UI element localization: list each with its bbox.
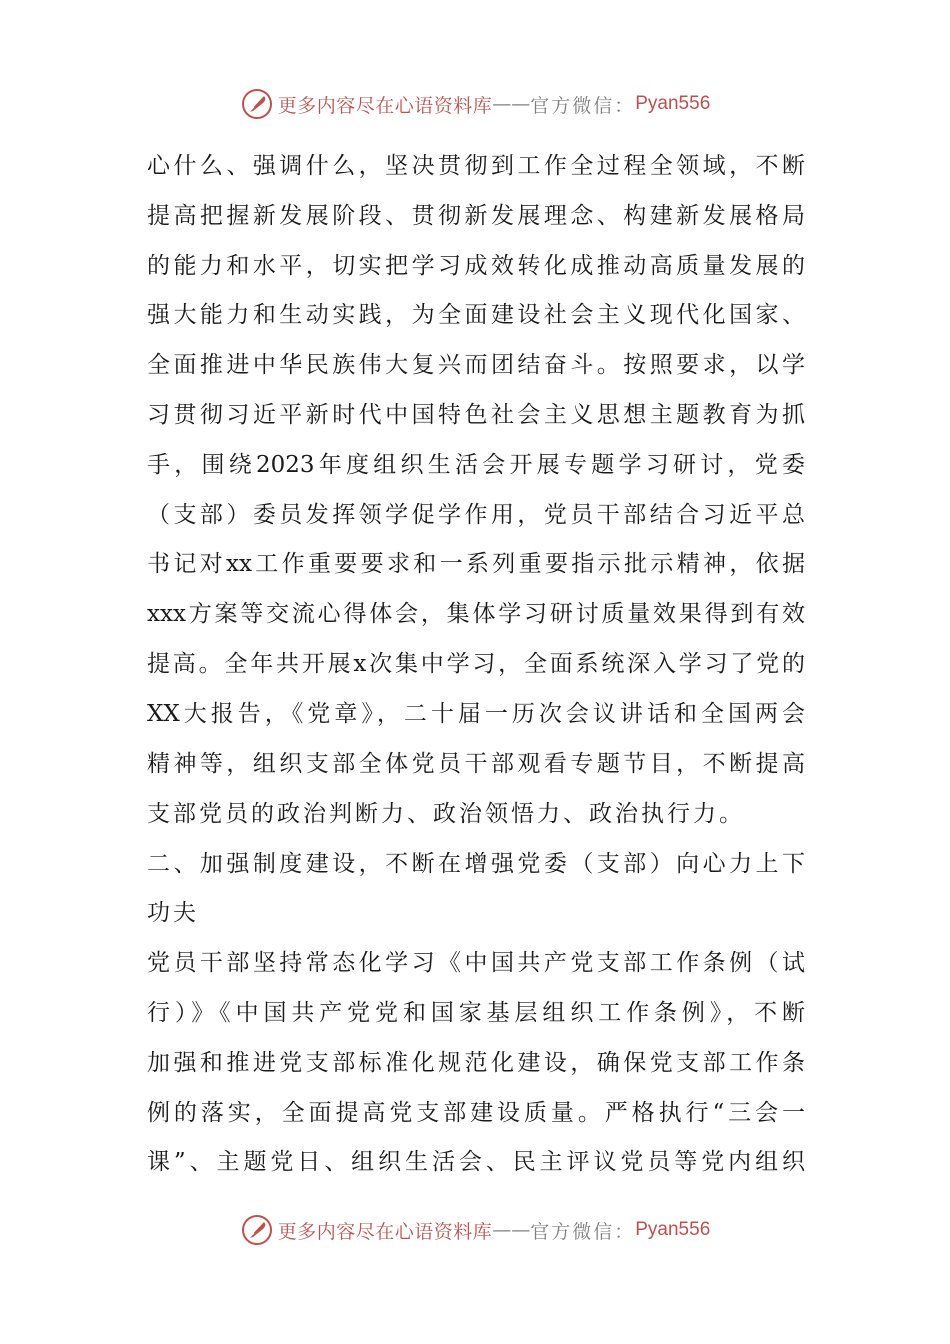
text-line: 提高把握新发展阶段、贯彻新发展理念、构建新发展格局 bbox=[147, 203, 805, 229]
section-heading: 二、加强制度建设，不断在增强党委（支部）向心力上下 bbox=[147, 851, 805, 877]
text-line: 行）》《中国共产党党和国家基层组织工作条例》，不断 bbox=[147, 1000, 805, 1026]
text-line: XX大报告，《党章》，二十届一历次会议讲话和全国两会 bbox=[147, 701, 805, 727]
text-line: 课”、主题党日、组织生活会、民主评议党员等党内组织 bbox=[147, 1149, 805, 1175]
banner-wechat-label: 官方微信： bbox=[530, 1220, 636, 1243]
text-line: xxx方案等交流心得体会，集体学习研讨质量效果得到有效 bbox=[147, 601, 805, 627]
text-line: 支部党员的政治判断力、政治领悟力、政治执行力。 bbox=[147, 801, 745, 827]
quill-logo-icon bbox=[240, 1213, 274, 1247]
text-line: 精神等，组织支部全体党员干部观看专题节目，不断提高 bbox=[147, 751, 805, 777]
header-watermark-banner bbox=[0, 84, 950, 124]
text-line: 提高。全年共开展x次集中学习，全面系统深入学习了党的 bbox=[147, 651, 805, 677]
text-line: 党员干部坚持常态化学习《中国共产党支部工作条例（试 bbox=[147, 950, 805, 976]
text-line: 加强和推进党支部标准化规范化建设，确保党支部工作条 bbox=[147, 1050, 805, 1076]
text-line: 强大能力和生动实践，为全面建设社会主义现代化国家、 bbox=[147, 302, 805, 328]
quill-logo-icon bbox=[240, 87, 274, 121]
banner-wechat-label: 官方微信： bbox=[530, 94, 636, 117]
text-line: （支部）委员发挥领学促学作用，党员干部结合习近平总 bbox=[147, 502, 805, 528]
text-line: 习贯彻习近平新时代中国特色社会主义思想主题教育为抓 bbox=[147, 402, 805, 428]
footer-watermark-banner bbox=[0, 1210, 950, 1250]
text-line: 的能力和水平，切实把学习成效转化成推动高质量发展的 bbox=[147, 253, 805, 279]
text-line: 心什么、强调什么，坚决贯彻到工作全过程全领域，不断 bbox=[147, 153, 805, 179]
banner-wechat-id: Pyan556 bbox=[635, 93, 711, 114]
text-line: 例的落实，全面提高党支部建设质量。严格执行“三会一 bbox=[147, 1100, 805, 1126]
section-heading-continued: 功夫 bbox=[147, 900, 199, 926]
text-line: 手，围绕2023年度组织生活会开展专题学习研讨，党委 bbox=[147, 452, 805, 478]
banner-text: 更多内容尽在心语资料库 bbox=[277, 94, 493, 117]
banner-separator: —— bbox=[492, 1219, 531, 1241]
text-line: 全面推进中华民族伟大复兴而团结奋斗。按照要求，以学 bbox=[147, 352, 805, 378]
banner-text: 更多内容尽在心语资料库 bbox=[277, 1220, 493, 1243]
text-line: 书记对xx工作重要要求和一系列重要指示批示精神，依据 bbox=[147, 551, 805, 577]
banner-separator: —— bbox=[492, 93, 531, 115]
banner-wechat-id: Pyan556 bbox=[635, 1219, 711, 1240]
